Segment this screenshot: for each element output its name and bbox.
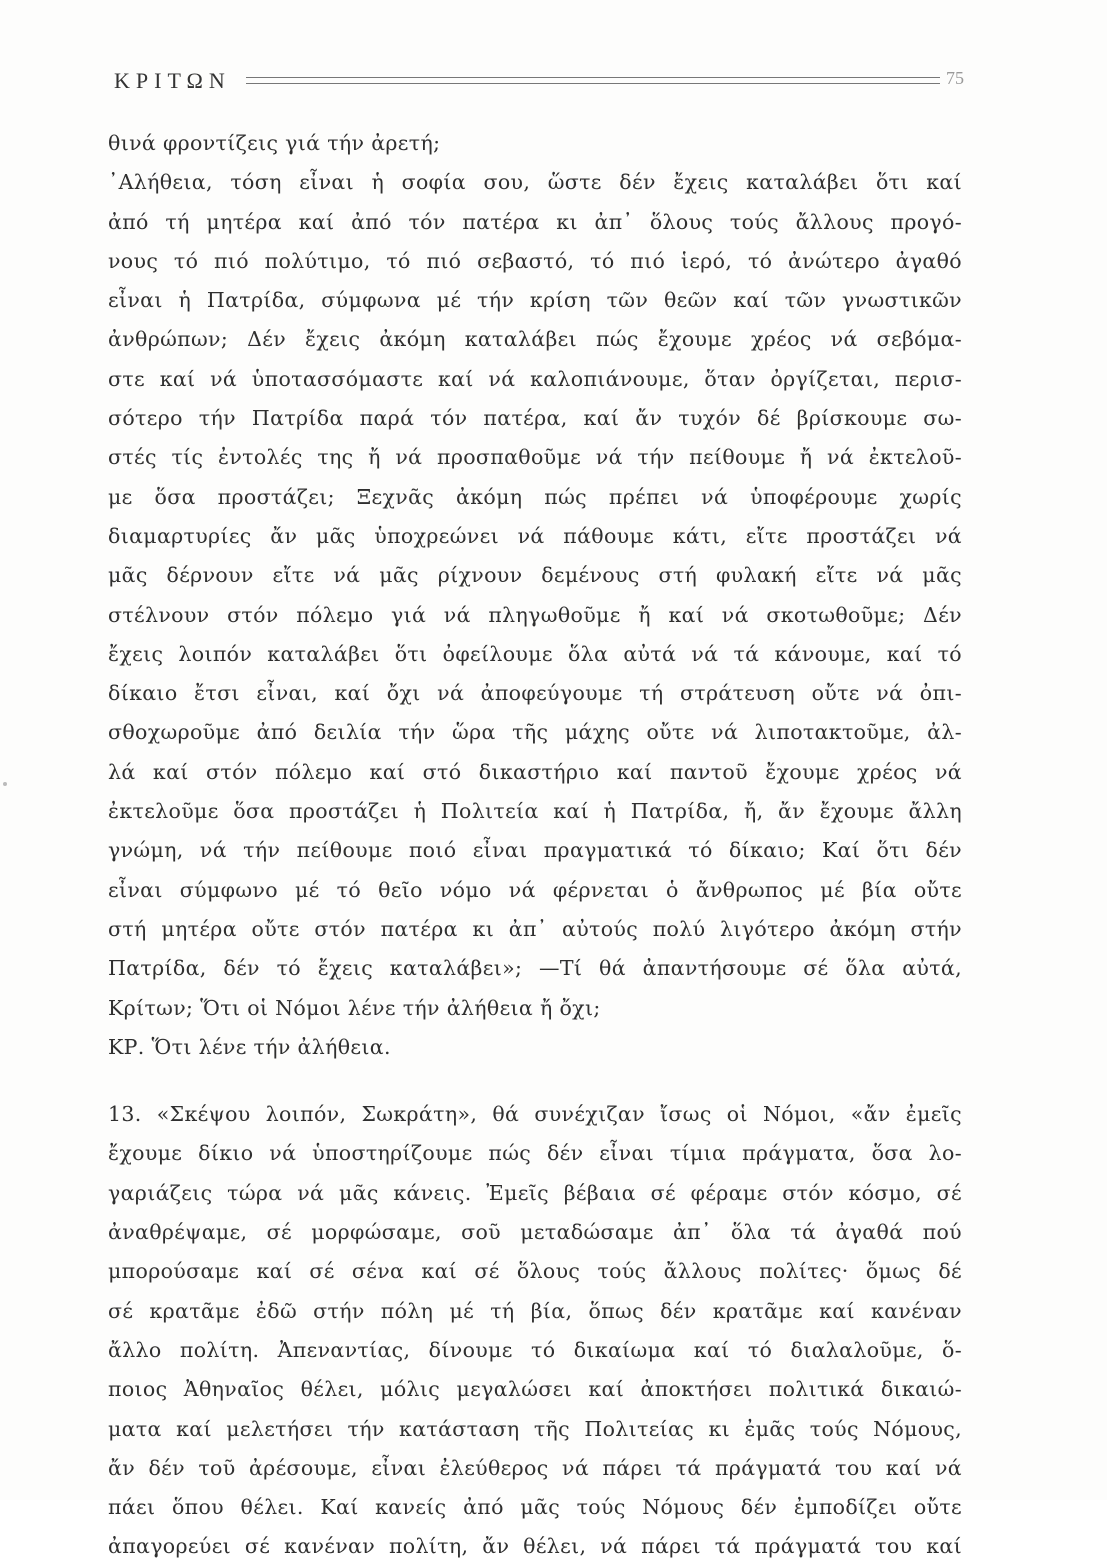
text-line: νους τό πιό πολύτιμο, τό πιό σεβαστό, τό πιό ἱερό, τό ἀνώτερο ἀγαθό — [108, 248, 962, 273]
text-line: ἐκτελοῦμε ὅσα προστάζει ἡ Πολιτεία καί ἡ Πατρίδα, ἤ, ἄν ἔχουμε ἄλλη — [108, 799, 962, 824]
running-title: ΚΡΙΤΩΝ — [114, 68, 231, 93]
text-line: Πατρίδα, δέν τό ἔχεις καταλάβει»; —Τί θά ἀπαντήσουμε σέ ὅλα αὐτά, — [108, 956, 962, 981]
text-line: στε καί νά ὑποτασσόμαστε καί νά καλοπιάνουμε, ὅταν ὀργίζεται, περισ- — [108, 366, 962, 391]
text-line: στή μητέρα οὔτε στόν πατέρα κι ἀπ᾽ αὐτούς πολύ λιγότερο ἀκόμη στήν — [108, 916, 962, 941]
text-line: ματα καί μελετήσει τήν κατάσταση τῆς Πολιτείας κι ἐμᾶς τούς Νόμους, — [108, 1416, 962, 1441]
text-line: γαριάζεις τώρα νά μᾶς κάνεις. Ἐμεῖς βέβαια σέ φέραμε στόν κόσμο, σέ — [108, 1180, 962, 1205]
page-header — [114, 68, 964, 98]
text-line: ἀπό τή μητέρα καί ἀπό τόν πατέρα κι ἀπ᾽ ὅλους τούς ἄλλους προγό- — [108, 209, 962, 234]
paragraph-2 — [108, 1095, 962, 1567]
text-line: στέλνουν στόν πόλεμο γιά νά πληγωθοῦμε ἤ καί νά σκοτωθοῦμε; Δέν — [108, 602, 962, 627]
text-line: μᾶς δέρνουν εἴτε νά μᾶς ρίχνουν δεμένους στή φυλακή εἴτε νά μᾶς — [108, 563, 962, 588]
text-line: διαμαρτυρίες ἄν μᾶς ὑποχρεώνει νά πάθουμε κάτι, εἴτε προστάζει νά — [108, 523, 962, 548]
paragraph-gap — [108, 1067, 962, 1095]
paragraph-1 — [108, 124, 962, 1067]
text-line: σέ κρατᾶμε ἐδῶ στήν πόλη μέ τή βία, ὅπως δέν κρατᾶμε καί κανέναν — [108, 1298, 962, 1323]
text-line: εἶναι ἡ Πατρίδα, σύμφωνα μέ τήν κρίση τῶν θεῶν καί τῶν γνωστικῶν — [108, 288, 962, 313]
text-line: ἔχεις λοιπόν καταλάβει ὅτι ὀφείλουμε ὅλα αὐτά νά τά κάνουμε, καί τό — [108, 641, 962, 666]
text-line: θινά φροντίζεις γιά τήν ἀρετή; — [108, 131, 441, 155]
text-line: ἔχουμε δίκιο νά ὑποστηρίζουμε πώς δέν εἶναι τίμια πράγματα, ὅσα λο- — [108, 1141, 962, 1166]
text-line: με ὅσα προστάζει; Ξεχνᾶς ἀκόμη πώς πρέπει νά ὑποφέρουμε χωρίς — [108, 484, 962, 509]
page-speck — [3, 782, 7, 786]
text-line: σθοχωροῦμε ἀπό δειλία τήν ὥρα τῆς μάχης οὔτε νά λιποτακτοῦμε, ἀλ- — [108, 720, 962, 745]
text-line: ἀπαγορεύει σέ κανέναν πολίτη, ἄν θέλει, νά πάρει τά πράγματά του καί — [108, 1534, 962, 1559]
text-line: μπορούσαμε καί σέ σένα καί σέ ὅλους τούς ἄλλους πολίτες· ὅμως δέ — [108, 1259, 962, 1284]
header-rule — [246, 77, 940, 84]
text-line: ἀναθρέψαμε, σέ μορφώσαμε, σοῦ μεταδώσαμε ἀπ᾽ ὅλα τά ἀγαθά πού — [108, 1220, 962, 1245]
text-line: στές τίς ἐντολές της ἤ νά προσπαθοῦμε νά τήν πείθουμε ἤ νά ἐκτελοῦ- — [108, 445, 962, 470]
text-line: ΚΡ. Ὅτι λένε τήν ἀλήθεια. — [108, 1034, 391, 1059]
text-line: δίκαιο ἔτσι εἶναι, καί ὄχι νά ἀποφεύγουμε τή στράτευση οὔτε νά ὀπι- — [108, 681, 962, 706]
text-line: γνώμη, νά τήν πείθουμε ποιό εἶναι πραγματικά τό δίκαιο; Καί ὅτι δέν — [108, 838, 962, 863]
text-line: πάει ὅπου θέλει. Καί κανείς ἀπό μᾶς τούς Νόμους δέν ἐμποδίζει οὔτε — [108, 1495, 962, 1520]
text-line: Κρίτων; Ὅτι οἱ Νόμοι λένε τήν ἀλήθεια ἤ ὄχι; — [108, 995, 601, 1020]
page-number: 75 — [946, 68, 964, 88]
text-line: ποιος Ἀθηναῖος θέλει, μόλις μεγαλώσει καί ἀποκτήσει πολιτικά δικαιώ- — [108, 1377, 962, 1402]
text-line: ἀνθρώπων; Δέν ἔχεις ἀκόμη καταλάβει πώς ἔχουμε χρέος νά σεβόμα- — [108, 327, 962, 352]
text-line: σότερο τήν Πατρίδα παρά τόν πατέρα, καί ἄν τυχόν δέ βρίσκουμε σω- — [108, 406, 962, 431]
text-line: λά καί στόν πόλεμο καί στό δικαστήριο καί παντοῦ ἔχουμε χρέος νά — [108, 759, 962, 784]
text-line: ᾽Αλήθεια, τόση εἶναι ἡ σοφία σου, ὥστε δέν ἔχεις καταλάβει ὅτι καί — [108, 170, 962, 195]
body-text — [108, 124, 962, 1567]
text-line: ἄν δέν τοῦ ἀρέσουμε, εἶναι ἐλεύθερος νά πάρει τά πράγματά του καί νά — [108, 1455, 962, 1480]
text-line: 13. «Σκέψου λοιπόν, Σωκράτη», θά συνέχιζαν ἴσως οἱ Νόμοι, «ἄν ἐμεῖς — [108, 1102, 962, 1127]
text-line: ἄλλο πολίτη. Ἀπεναντίας, δίνουμε τό δικαίωμα καί τό διαλαλοῦμε, ὅ- — [108, 1337, 962, 1362]
text-line: εἶναι σύμφωνο μέ τό θεῖο νόμο νά φέρνεται ὁ ἄνθρωπος μέ βία οὔτε — [108, 877, 962, 902]
